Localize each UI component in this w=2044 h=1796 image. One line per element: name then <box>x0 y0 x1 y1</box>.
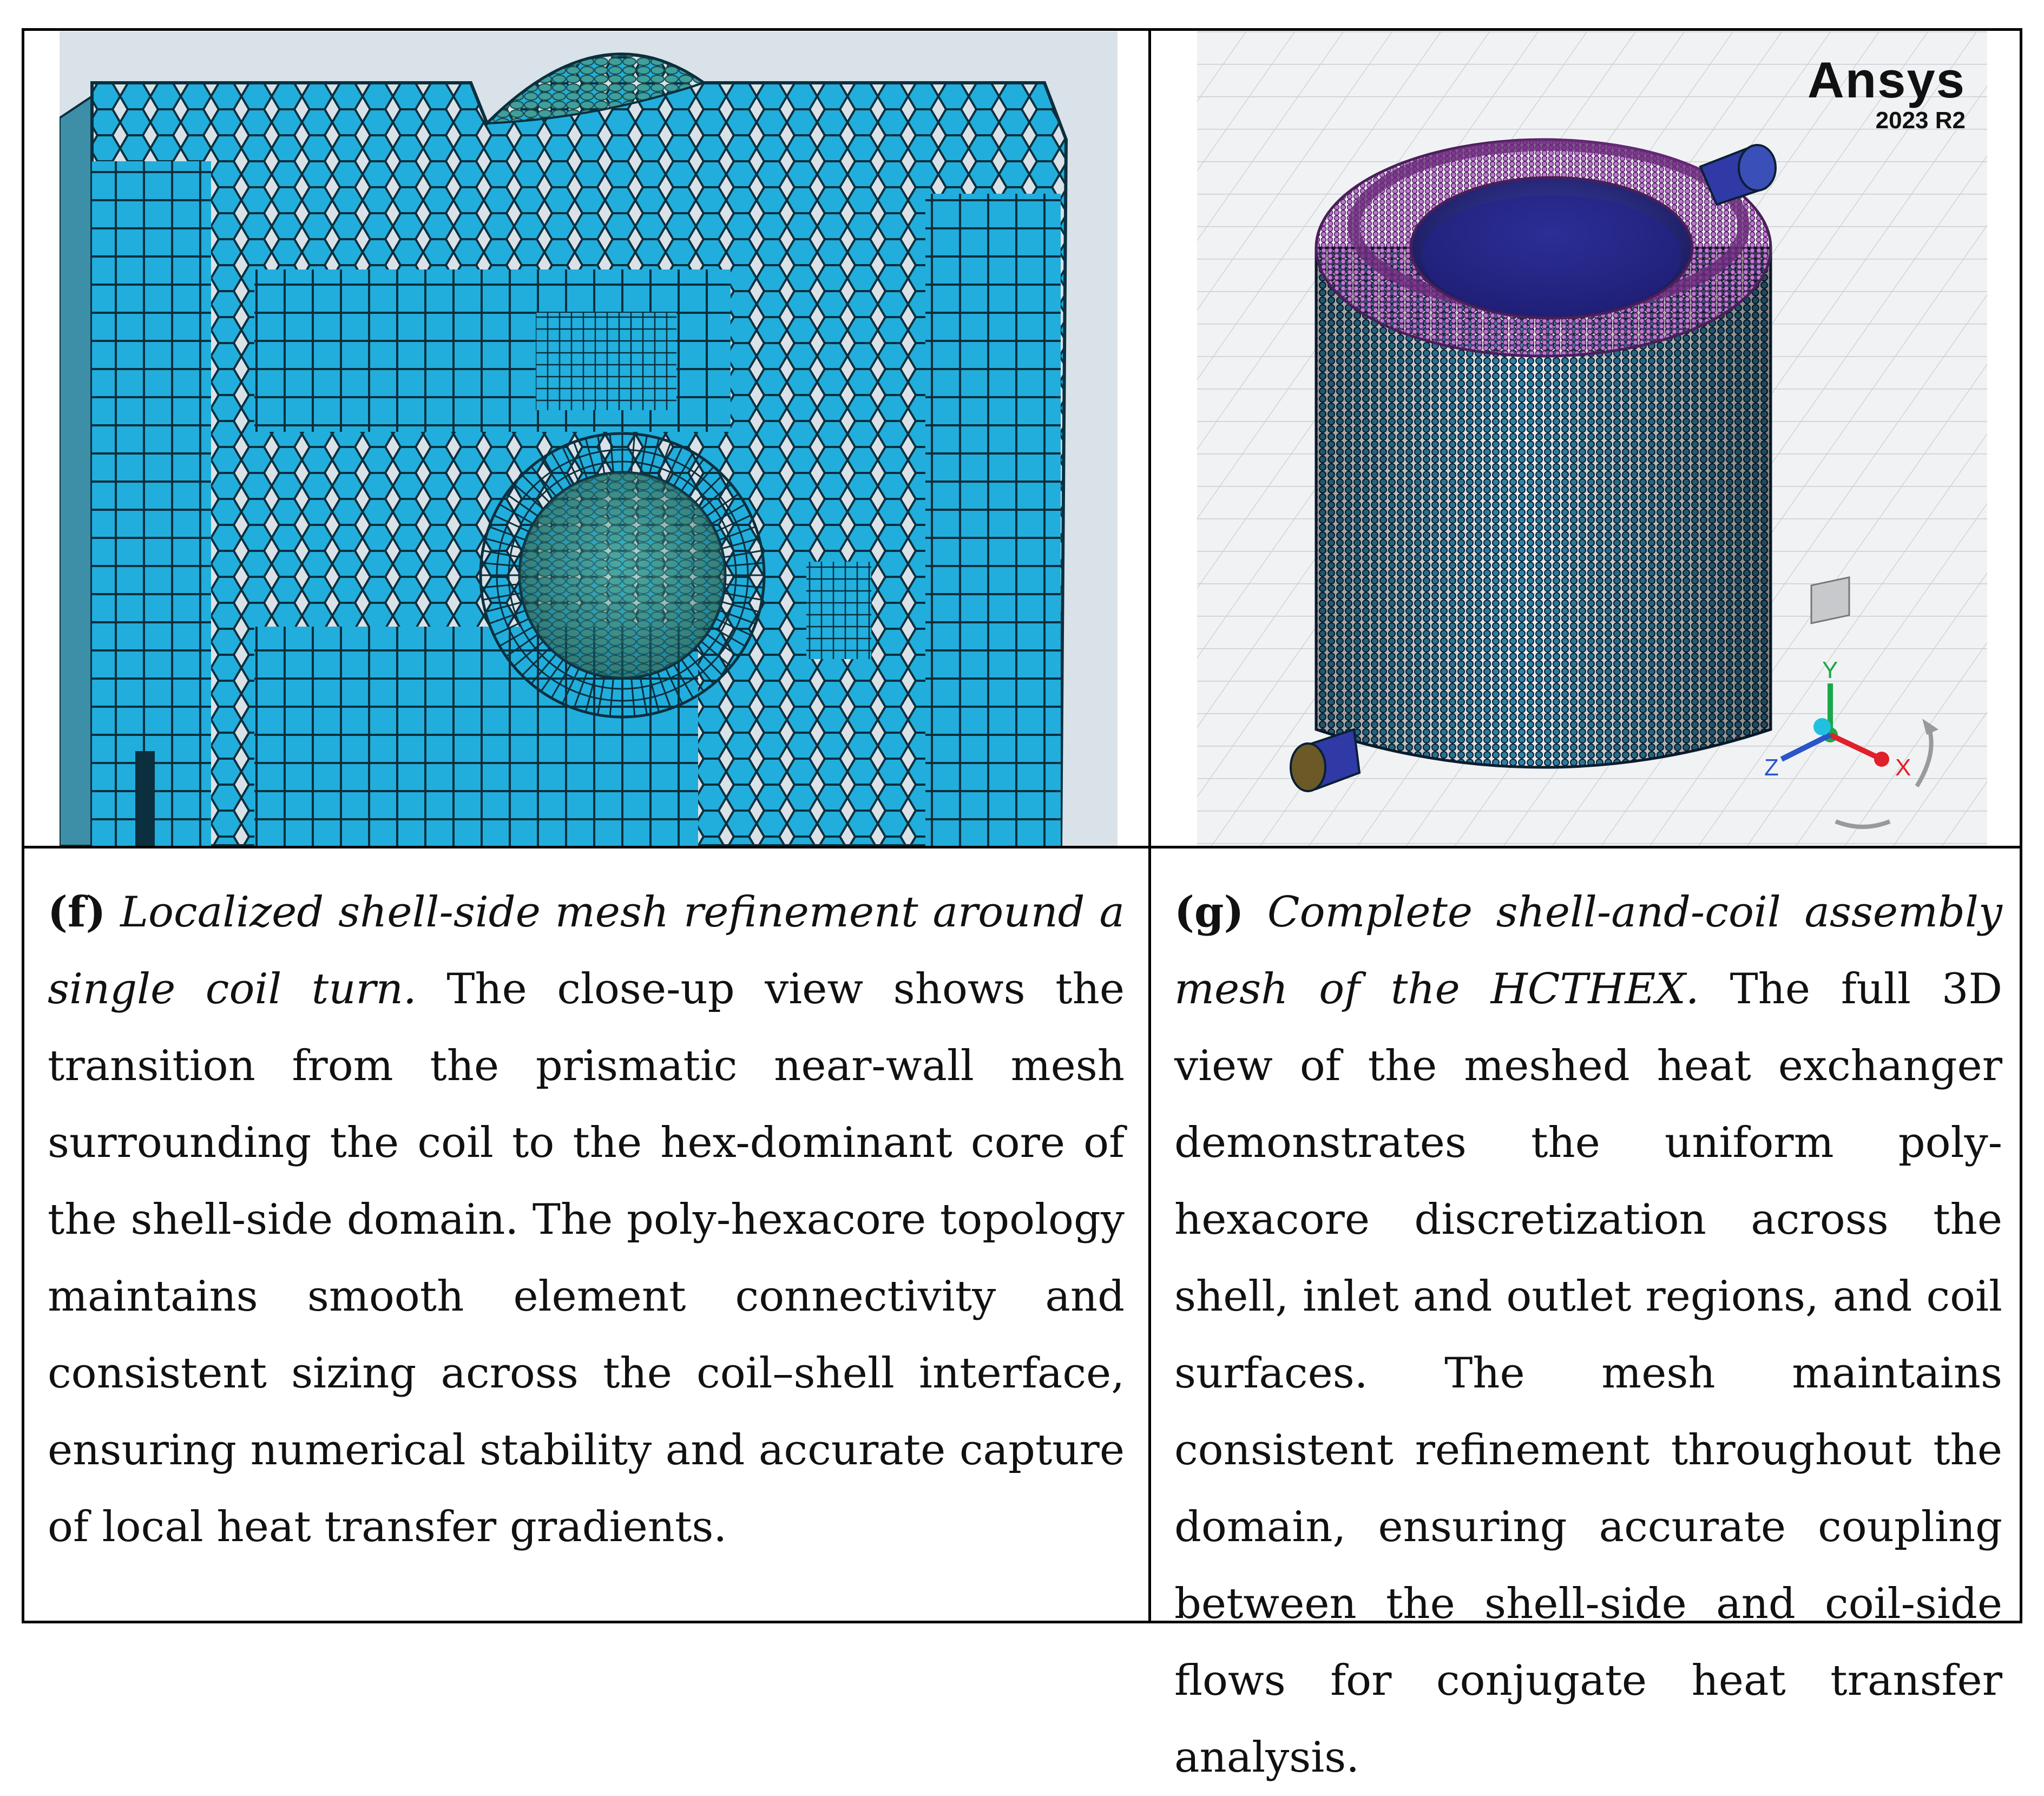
caption-f-body: The close-up view shows the transition from the prismatic near-wall mesh surrounding the coil to the hex-dominant core of the shell-side domain. The poly-hexacore topology maintains smooth element connectivity and consistent sizing across the coil–shell interface, ensuring numerical stability and accurate capture of local heat transfer gradients. <box>48 965 1125 1551</box>
column-divider <box>1148 28 1151 1623</box>
caption-f-title: Localized shell-side mesh refinement around a single coil turn. <box>48 888 1125 1014</box>
assembly-mesh-image <box>1197 31 1987 846</box>
axis-y-label: Y <box>1822 657 1838 683</box>
ansys-version: 2023 R2 <box>1875 107 1966 134</box>
caption-f <box>48 874 1125 1565</box>
mesh-closeup-image <box>60 31 1118 846</box>
axis-x-label: X <box>1895 754 1911 781</box>
caption-g <box>1174 874 2002 1796</box>
axis-z-label: Z <box>1764 754 1779 781</box>
row-divider <box>22 846 2022 848</box>
assembly-mesh-graphic <box>1197 31 1987 846</box>
caption-f-label: (f) <box>48 887 106 937</box>
caption-g-body: The full 3D view of the meshed heat exchanger demonstrates the uniform poly-hexacore discretization across the shell, inlet and outlet regions, and coil surfaces. The mesh maintains consistent refinement throughout the domain, ensuring accurate coupling between the shell-side and coil-side flows for conjugate heat transfer analysis. <box>1174 965 2002 1782</box>
caption-g-title: Complete shell-and-coil assembly mesh of the HCTHEX. <box>1174 888 2002 1014</box>
ansys-logo <box>1808 53 1966 134</box>
ansys-brand: Ansys <box>1807 51 1966 108</box>
caption-g-label: (g) <box>1174 887 1244 937</box>
mesh-closeup-graphic <box>60 31 1118 846</box>
